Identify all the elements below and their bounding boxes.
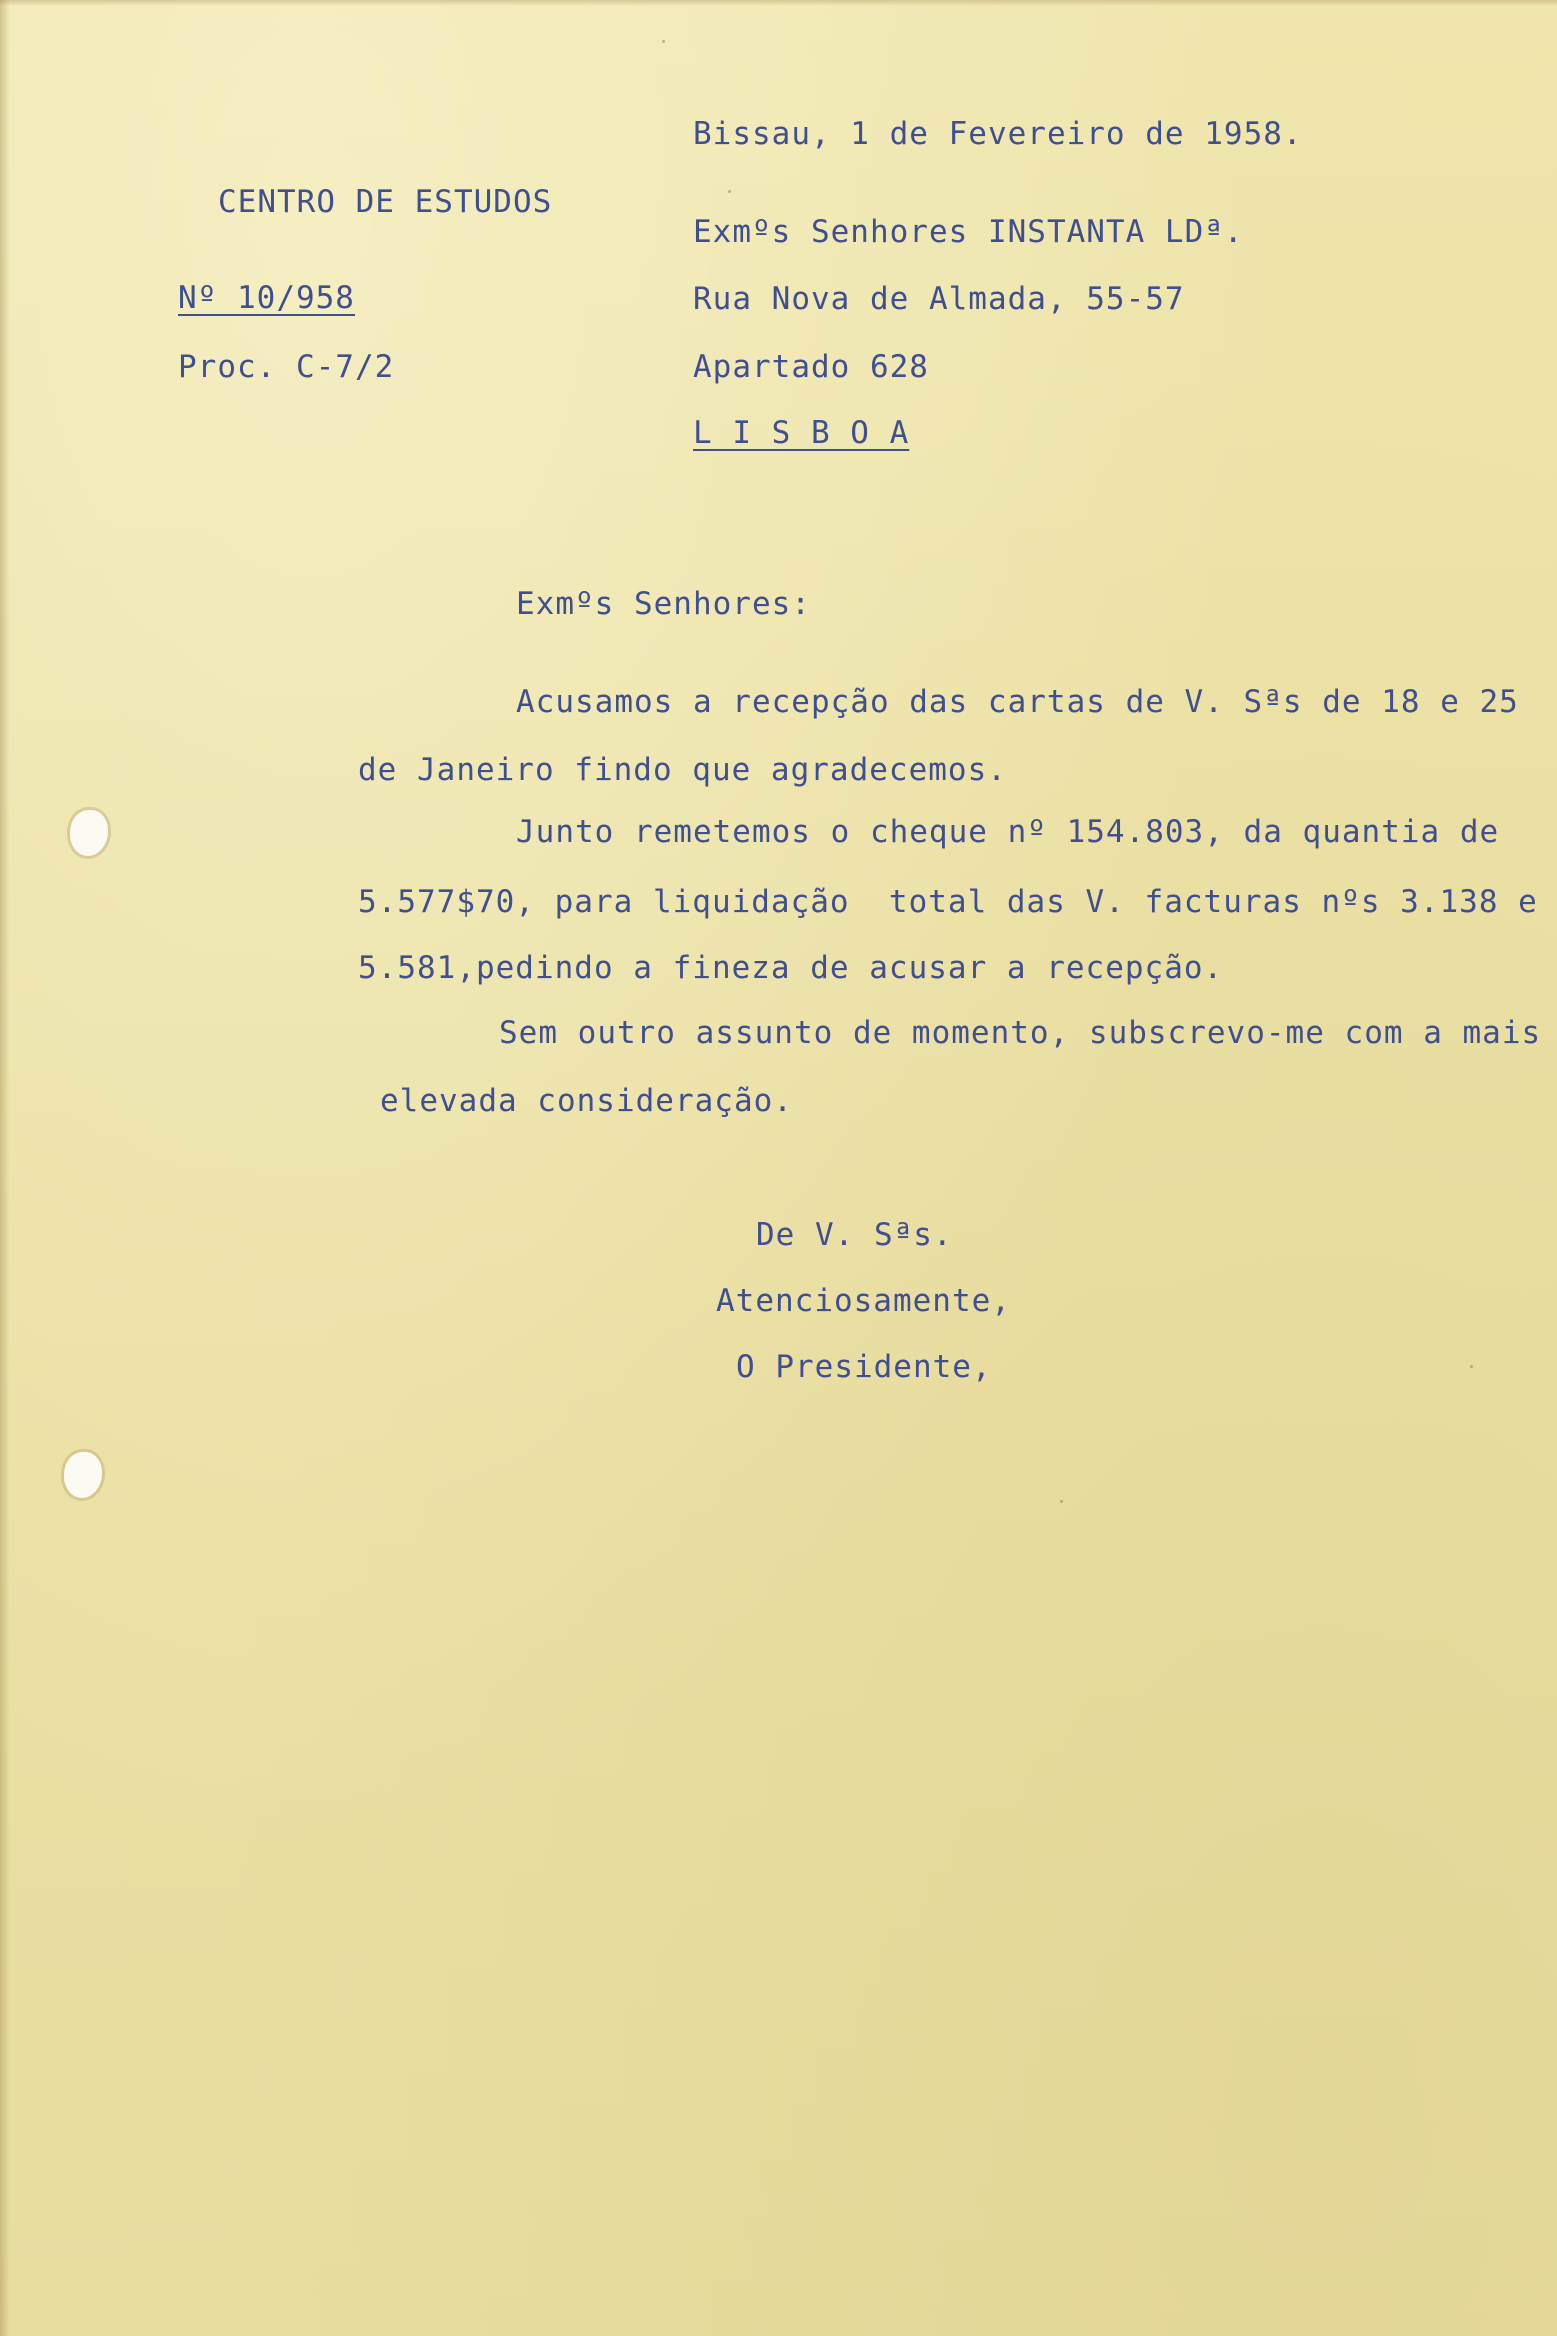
punch-hole-bottom (64, 1452, 102, 1498)
paragraph-3-line-2: elevada consideração. (380, 1083, 793, 1119)
paper-speck (662, 40, 665, 43)
paragraph-2-line-2: 5.577$70, para liquidação total das V. facturas nºs 3.138 e (358, 884, 1538, 920)
recipient-line-3: Apartado 628 (693, 349, 929, 385)
paper-speck (1470, 1365, 1473, 1368)
place-and-date: Bissau, 1 de Fevereiro de 1958. (693, 116, 1303, 152)
recipient-line-2: Rua Nova de Almada, 55-57 (693, 281, 1185, 317)
closing-line-1: De V. Sªs. (756, 1217, 953, 1253)
paragraph-3-line-1: Sem outro assunto de momento, subscrevo-me com a mais (499, 1015, 1542, 1051)
recipient-line-1: Exmºs Senhores INSTANTA LDª. (693, 214, 1244, 250)
punch-hole-top (70, 810, 108, 856)
salutation: Exmºs Senhores: (516, 586, 811, 622)
paper-edge-top (0, 0, 1557, 6)
paper-speck (728, 190, 731, 193)
paper-edge-left (0, 0, 10, 2336)
closing-signature-title: O Presidente, (736, 1349, 992, 1385)
process-number: Proc. C-7/2 (178, 349, 395, 385)
paragraph-1-line-1: Acusamos a recepção das cartas de V. Sªs de 18 e 25 (516, 684, 1519, 720)
paragraph-2-line-1: Junto remetemos o cheque nº 154.803, da quantia de (516, 814, 1500, 850)
institution-name: CENTRO DE ESTUDOS (218, 184, 553, 220)
closing-line-2: Atenciosamente, (716, 1283, 1011, 1319)
paper-speck (1060, 1500, 1063, 1503)
recipient-city: L I S B O A (693, 415, 910, 451)
reference-number: Nº 10/958 (178, 280, 355, 316)
paragraph-1-line-2: de Janeiro findo que agradecemos. (358, 752, 1007, 788)
paragraph-2-line-3: 5.581,pedindo a fineza de acusar a recepção. (358, 950, 1224, 986)
